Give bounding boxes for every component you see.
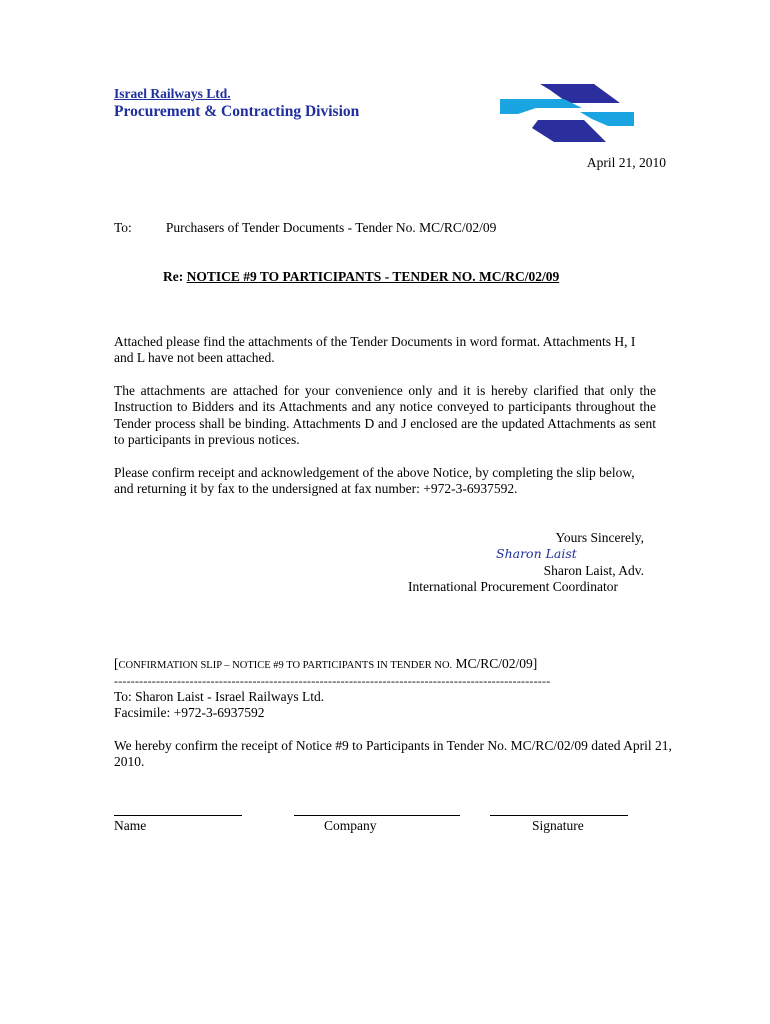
company-label: Company <box>324 818 377 833</box>
paragraph-confirm-request: Please confirm receipt and acknowledgement of the above Notice, by completing the slip below, and returning it by fax to the undersigned at fax number: +972-3-6937592. <box>114 465 635 497</box>
slip-fax: Facsimile: +972-3-6937592 <box>114 705 265 721</box>
paragraph-clarification: The attachments are attached for your convenience only and it is hereby clarified that only the Instruction to Bidders and its Attachments and any notice conveyed to participants throughout the Tender process shall be binding. Attachments D and J enclosed are the updated Attachments as sent to participants in previous notices. <box>114 383 656 447</box>
israel-railways-logo <box>498 84 638 142</box>
name-label: Name <box>114 818 147 833</box>
closing-salutation: Yours Sincerely, <box>555 530 644 545</box>
slip-open-bracket: [ <box>114 656 119 671</box>
letter-closing <box>400 530 644 595</box>
name-field-line[interactable] <box>114 815 242 816</box>
slip-to: To: Sharon Laist - Israel Railways Ltd. <box>114 689 325 704</box>
re-label: Re: <box>163 269 184 284</box>
slip-title-smallcaps: CONFIRMATION SLIP – NOTICE #9 TO PARTICIPANTS IN TENDER NO. <box>118 660 453 671</box>
slip-title <box>114 656 537 672</box>
company-field-line[interactable] <box>294 815 460 816</box>
signer-name: Sharon Laist, Adv. <box>543 562 644 578</box>
division-name: Procurement & Contracting Division <box>114 103 360 120</box>
slip-recipient <box>114 689 324 722</box>
subject-text: NOTICE #9 TO PARTICIPANTS - TENDER NO. MC/RC/02/09 <box>186 269 560 284</box>
letter-date: April 21, 2010 <box>586 155 666 170</box>
company-name: Israel Railways Ltd. <box>114 86 231 101</box>
signer-title: International Procurement Coordinator <box>408 578 618 594</box>
cut-line: -------------------------------------------------------------------------------------------------------- <box>114 674 551 688</box>
logo-light-bottom <box>580 112 634 126</box>
handwritten-signature: Sharon Laist <box>496 546 577 562</box>
signature-label: Signature <box>532 818 584 833</box>
slip-confirmation-text: We hereby confirm the receipt of Notice #9 to Participants in Tender No. MC/RC/02/09 dated April 21, 2010. <box>114 738 672 770</box>
to-label: To: <box>114 220 132 235</box>
paragraph-attachments: Attached please find the attachments of the Tender Documents in word format. Attachments H, I and L have not been attached. <box>114 334 636 366</box>
subject-line <box>163 269 559 285</box>
to-text: Purchasers of Tender Documents - Tender No. MC/RC/02/09 <box>165 220 497 235</box>
logo-dark-bottom <box>532 120 606 142</box>
signature-field-line[interactable] <box>490 815 628 816</box>
slip-title-tender: MC/RC/02/09] <box>452 656 538 671</box>
recipient-line <box>114 220 496 236</box>
